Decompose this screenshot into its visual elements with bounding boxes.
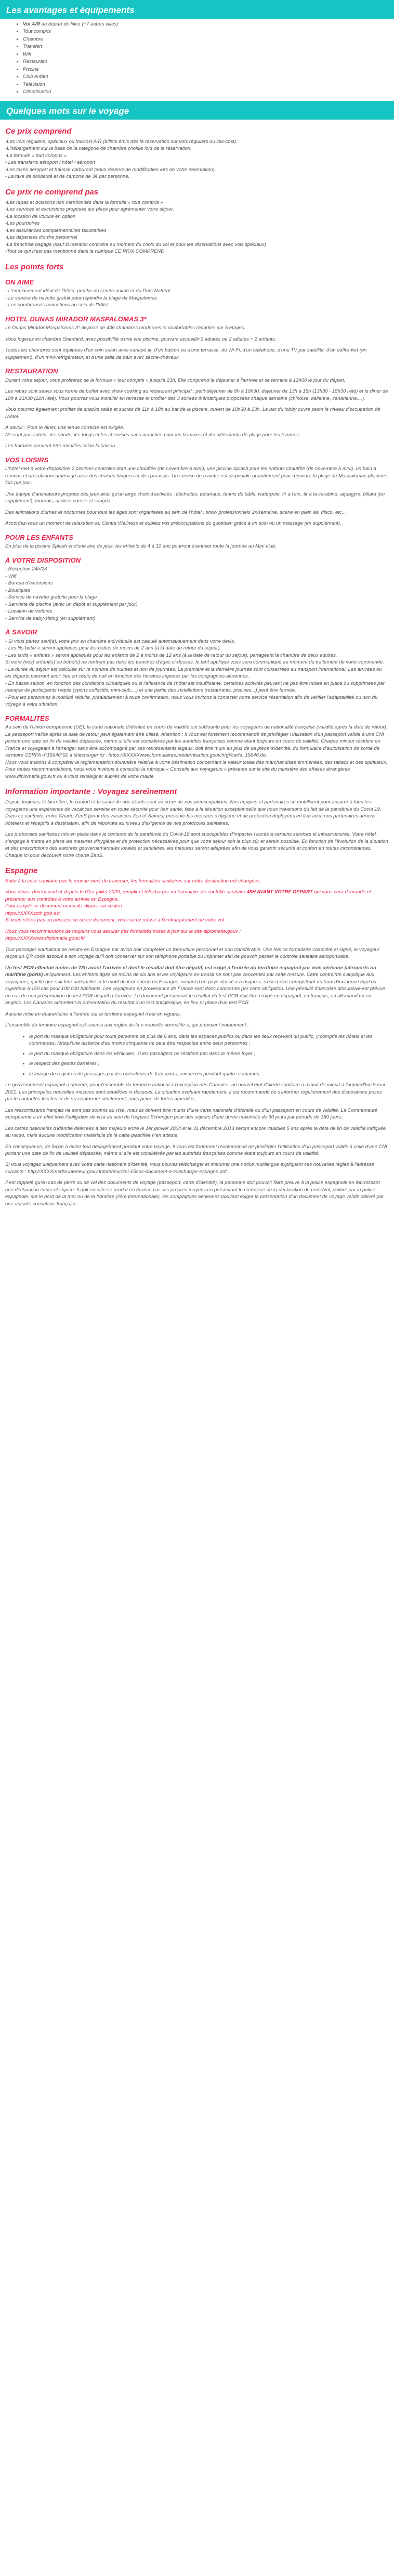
normalite-list: [5, 1033, 389, 1077]
formalites-lines: [5, 724, 389, 780]
alert-text: Suite à la crise sanitaire que le monde vient de traverser, les formalités sanitaires sur notre destination ont changées.: [5, 878, 261, 884]
paragraph: Les horaires peuvent être modifiés selon la saison.: [5, 443, 116, 449]
text-line: - Service de baby-sitting (en supplément): [5, 615, 96, 621]
paragraph: Les repas sont servis sous forme de buffet avec show cooking au restaurant principal : petit-déjeuner de 8h à 10h30, déjeuner de 13h à 15h (13h30 - 15h30 l'été) et le dîner de 18h à 21h30 (22h l'été). Vous pourrez vous installer en terrasse et profiter des 3 soirées thématiques proposées chaque semaine (chinoise, italienne, canarienne,...).: [5, 388, 388, 401]
paragraph: L'ensemble du territoire espagnol est soumis aux règles de la « nouvelle normalité », qui prévoient notamment :: [5, 1022, 249, 1029]
page: [0, 0, 394, 1220]
text-line: - Le service de navette gratuit pour rejoindre la plage de Maspalomas: [5, 295, 157, 301]
alert-text: Vous devez dorénavant et depuis le 01er juillet 2020, remplir et télécharger un formulaire de contrôle sanitaire: [5, 889, 245, 895]
on-aime-lines: [5, 288, 389, 308]
section-title-savoir: À SAVOIR: [5, 628, 37, 636]
pcr-bold-text: Un test PCR effectué moins de 72h avant l'arrivée et dont le résultat doit être négatif, est exigé à l'entrée du territoire espagnol par voie aérienne (aéroports ou maritime (ports): [5, 965, 376, 978]
text-line: - Les lits bébé « seront appliqués pour les bébés de moins de 2 ans (à la date de retour du séjour).: [5, 645, 221, 652]
list-item: • le port du masque obligatoire pour toute personne de plus de 6 ans, dans les espaces publics ou dans les lieux recevant du public, y compris les hôtels et les commerces, lorsqu'une distance d'au moins cinquante ne peut être respectée entre deux personnes ;: [29, 1033, 389, 1047]
paragraph: Une équipe d'animateurs propose des jeux ainsi qu'un large choix d'activités : fléchettes, pétanque, tennis de table, waterpolo, tir à l'arc, tir à la carabine, aquagym, billard (en supplément), tournois, ateliers poésie et sangria.: [5, 491, 385, 504]
section-title-sante: Information importante : Voyagez sereinement: [5, 787, 177, 797]
alert-text-bold: 48H AVANT VOTRE DEPART: [246, 889, 313, 895]
section-title-enfants: POUR LES ENFANTS: [5, 533, 73, 541]
text-line: -La location de voiture en option: [5, 213, 76, 219]
text-line: -Les taxes aéroport et hausse carburant (sous réserve de modification lors de votre réservation).: [5, 166, 216, 173]
list-item: • Tout compris: [23, 28, 389, 35]
paragraph: En conséquence, de façon à éviter tout désagrément pendant votre voyage, il vous est fortement recommandé de privilégier l'utilisation d'un passeport valide à celle d'une CNI portant une date de fin de validité dépassée, même si elle est considérée par les autorités françaises comme étant toujours en cours de validité.: [5, 1143, 387, 1156]
text-line: -Les services et excursions proposés sur place pour agrémenter votre séjour.: [5, 206, 174, 213]
text-line: - L'emplacement idéal de l'hôtel, proche du centre animé et du Parc Natural: [5, 288, 170, 294]
list-item: • Chambre: [23, 36, 389, 43]
prix-compris-lines: [5, 138, 389, 180]
text-line: - Service de navette gratuite pour la plage: [5, 594, 97, 601]
text-line: -Les assurances complémentaires facultatives: [5, 227, 107, 233]
paragraph-pcr: [5, 965, 389, 1007]
text-line: - Pour les personnes à mobilité réduite, préalablement à toute confirmation, nous vous invitons à contacter notre service réservation afin de vérifier l'adaptabilité ou non du voyage à votre situation.: [5, 694, 378, 708]
text-line: -La franchise bagage (sauf si mention contraire au moment du choix du vol et pour les réservations avec vols spéciaux): [5, 241, 266, 248]
text-line: - Réception 24h/24: [5, 566, 47, 573]
paragraph: Depuis toujours, le bien-être, le confort et la santé de nos clients sont au cœur de nos préoccupations. Nos équipes et partenaires se mobilisent pour assurer à tous les voyageurs une expérience de vacances sereine en toute sécurité pour leur santé, face à la situation exceptionnelle que nous traversons du fait de la pandémie du Covid 19. Dans ce contexte, notre Charte ZenS (pour des vacances Zen et Saines) présente les mesures d'hygiène et de protection déployées en lien avec nos partenaires aériens, hôteliers et réceptifs à destination, afin de répondre au niveau d'exigence de nos protocoles sanitaires.: [5, 799, 382, 826]
paragraph: Accordez-vous un moment de relaxation au Centre Wellness et oubliez vos préoccupations du quotidien grâce à un soin ou un massage (en supplément).: [5, 521, 342, 527]
alert-text: Nous vous recommandons de toujours vous assurer des formalités mises à jour sur le site diplomatie.gouv :: [5, 928, 241, 934]
text-line: -Les repas et boissons non mentionnés dans la formule « tout compris »: [5, 199, 163, 205]
text-line: - Si vous partez seul(e), votre prix en chambre individuelle est calculé automatiquement dans votre devis.: [5, 638, 235, 644]
paragraph: Les protocoles sanitaires mis en place dans le contexte de la pandémie du Covid-19 sont susceptibles d'impacter l'accès à certains services et infrastructures. Votre hôtel s'engage à mettre en place les mesures d'hygiène et de protection nécessaires pour que votre séjour soit le plus sûr et serein possible. En fonction de l'évolution de la situation et des prescriptions des autorités gouvernementales locales et sanitaires, les mesures seront adaptées afin de vous garantir sécurité et confort en toutes circonstances.: [5, 831, 388, 852]
text-line: -Tout ce qui n'est pas mentionné dans la rubrique CE PRIX COMPREND: [5, 249, 165, 255]
section-title-prix-non-compris: Ce prix ne comprend pas: [5, 187, 99, 197]
paragraph: Aucune mise en quarantaine à l'entrée sur le territoire espagnol n'est en vigueur.: [5, 1011, 181, 1017]
text-line: - La durée du séjour est calculée sur le nombre de nuitées et non de journées. La première et la dernière journée sont consacrées au transport international. Les arrivées ou les départs pourront avoir lieu en cours de nuit en fonction des horaires imposés par les compagnies aériennes.: [5, 666, 382, 680]
paragraph: Les ressortissants français ne sont pas soumis au visa, mais ils doivent être munis d'une carte nationale d'identité ou d'un passeport en cours de validité. La Communauté européenne a en effet levé l'obligation de visa au sein de l'espace Schengen pour des séjours d'une durée maximale de 90 jours par période de 180 jours.: [5, 1107, 377, 1121]
section-title-on-aime: ON AIME: [5, 278, 34, 286]
paragraph: Les cartes nationales d'identité délivrées à des majeurs entre le 1er janvier 2004 et le 31 décembre 2013 seront encore valables 5 ans après la date de fin de validité indiquée au verso, mais aucune modification matérielle de la carte plastifiée n'en atteste.: [5, 1125, 386, 1139]
disposition-lines: [5, 566, 389, 622]
text-line: - En basse saison, en fonction des conditions climatiques ou si l'affluence de l'hôtel est insuffisante, certaines activités peuvent ne pas être mises en place ou supprimées par manque de participants requis (sports collectifs, mini-club,...) et une partie des installations (restaurants, piscines...) peut être fermée.: [5, 680, 385, 694]
espagne-alert-block: [5, 889, 389, 923]
banner-equipements: Les avantages et équipements: [0, 0, 394, 19]
paragraph: Des animations diurnes et nocturnes pour tous les âges sont organisées au sein de l'hôtel : show professionnels 2x/semaine, scène en plein air, disco, etc...: [5, 509, 346, 515]
paragraph: L'hôtel met à votre disposition 2 piscines centrales dont une chauffée (de novembre à avril), une piscine Splash pour les enfants chauffée (de novembre à avril), un bain à remous et un solarium aménagé avec des chaises longues et des parasols. Un service de navette est disponible gratuitement pour rejoindre la plage de Maspalomas plusieurs fois par jour.: [5, 466, 388, 486]
section-title-espagne: Espagne: [5, 866, 38, 875]
section-title-loisirs: VOS LOISIRS: [5, 456, 49, 464]
savoir-lines: [5, 638, 389, 708]
banner-voyage: Quelques mots sur le voyage: [0, 101, 394, 120]
text-line: -L'hébergement sur la base de la catégorie de chambre choisie lors de la réservation.: [5, 146, 192, 152]
text-line: - Les transferts aéroport / hôtel / aéroport: [5, 160, 96, 166]
paragraph: Pour toutes recommandations, nous vous invitons à consulter la rubrique « Conseils aux voyageurs » présente sur le site du ministère des affaires étrangères www.diplomatie.gouv.fr ou à vous renseigner auprès de votre mairie.: [5, 766, 350, 779]
paragraph: Le gouvernement espagnol a décrété, pour l'ensemble du territoire national à l'exception des Canaries, un nouvel état d'alerte sanitaire à minuit de minuit à l'aujourd'hui 9 mai 2021. Les principales nouvelles mesures sont détaillées ci-dessous. La situation évoluant rapidement, il est recommandé de s'informer régulièrement des dispositions prises par les autorités locales et de s'y conformer strictement, sous peine de fortes amendes.: [5, 1082, 385, 1102]
paragraph: En plus de la piscine Splash et d'une aire de jeux, les enfants de 4 à 12 ans pourront s'amuser toute la journée au Mini-club.: [5, 543, 277, 550]
paragraph: Vous logerez en chambre Standard, avec possibilité d'une vue piscine, pouvant accueillir 3 adultes ou 2 adultes + 2 enfants.: [5, 336, 277, 342]
equipements-list: [5, 21, 389, 96]
list-item: • Wifi: [23, 51, 389, 58]
list-item: • Club enfant: [23, 73, 389, 80]
alert-text: Si vous n'êtes pas en possession de ce document, vous serez refusé à l'embarquement de votre vol.: [5, 917, 226, 923]
list-item: • Transfert: [23, 43, 389, 50]
list-item: • Télévision: [23, 81, 389, 88]
list-item: • Restaurant: [23, 58, 389, 65]
paragraph: Vous pourrez également profiter de snacks salés et sucrés de 11h à 18h au bar de la piscine, ouvert de 10h30 à 23h. Le bar du lobby ouvre selon le niveau d'occupation de l'hôtel.: [5, 407, 380, 420]
paragraph: Si vous voyagez uniquement avec votre carte nationale d'identité, vous pouvez télécharger et imprimer une notice multilingue expliquant ces nouvelles règles à l'adresse suivante : http://XXXXmedia.interieur.gouv.fr/interieur/cni-15ans-document-a-telecharger-espagne.pdf.: [5, 1162, 374, 1175]
text-line: -Les vols réguliers, spéciaux ou lowcost A/R (billets émis dès la réservation sur vols réguliers ou low-cost).: [5, 138, 238, 145]
text-line: - Bureau d'excursions: [5, 580, 53, 587]
text-line: Si votre (vos) enfant(s) ou bébé(s) ne rentrent pas dans les tranches d'âges ci-dessus, le tarif appliqué vous sera communiqué au moment du traitement de votre commande.: [5, 659, 384, 666]
diplomatie-link[interactable]: https://XXXXwww.diplomatie.gouv.fr/: [5, 935, 85, 942]
alert-text: Pour remplir ce document merci de cliquer sur ce lien :: [5, 903, 125, 909]
section-title-points-forts: Les points forts: [5, 262, 64, 271]
alert-text: qui vous sera demandé et présenter aux contrôles à votre arrivée en Espagne.: [5, 889, 371, 902]
paragraph: Tout passager souhaitant se rendre en Espagne par avion doit compléter un formulaire personnel et non transférable. Une fois ce formulaire complété et signé, le voyageur reçoit un QR code associé à son voyage qu'il doit conserver sur son téléphone portable ou imprimer afin de pouvoir passer le contrôle sanitaire aéroportuaire.: [5, 946, 379, 960]
list-item: • le respect des gestes barrières ;: [29, 1060, 389, 1067]
restauration-savoir: [5, 424, 389, 438]
section-title-prix-compris: Ce prix comprend: [5, 126, 72, 136]
spth-link[interactable]: https://XXXXspth.gob.es/: [5, 910, 60, 916]
list-item: • le port du masque obligatoire dans les véhicules, si les passagers ne résident pas dans le même foyer ;: [29, 1050, 389, 1057]
text-line: - Location de voitures: [5, 608, 52, 615]
pcr-text: uniquement. Les enfants âgés de moins de six ans et les voyageurs en transit ne sont pas concernés par cette mesure. Cette contrainte s'applique aux voyageurs, quelle que soit leur nationalité et le motif de leur entrée en Espagne, venant d'un pays classé « à risque », c'est-à-dire enregistrant un taux d'incidence égal ou supérieur à 150 cas pour 100 000 habitants. Les voyageurs en provenance de France sont donc concernés par cette obligation. Une pénalité financière dissuasive est prévue en cas de non présentation de test PCR négatif à l'arrivée. Le document présentant le résultat du test PCR doit être rédigé en espagnol, en français, en allemand ou en anglais. Les Canaries admettent la présentation du résultat d'un test antigénique, en lieu et place d'un test PCR.: [5, 972, 385, 1006]
text-line: - La taxe de solidarité et de carbone de 3€ par personne.: [5, 174, 130, 180]
list-item: • Vol A/R au départ de Nice (+7 autres villes): [23, 21, 389, 28]
list-item: • Climatisation: [23, 88, 389, 95]
text-line: - Les nombreuses animations au sein de l'hôtel: [5, 302, 109, 308]
text-line: - Wifi: [5, 573, 17, 579]
paragraph: Durant votre séjour, vous profiterez de la formule « tout compris » jusqu'à 23h. Elle comprend le déjeuner à l'arrivée et se termine à 12h00 le jour du départ.: [5, 377, 346, 383]
text-line: -La formule « tout compris »: [5, 152, 67, 159]
paragraph: Le Dunas Mirador Maspalomas 3* dispose de 436 chambres modernes et confortables réparties sur 5 étages.: [5, 325, 246, 331]
text-line: -Les dépenses d'ordre personnel: [5, 235, 77, 241]
prix-non-compris-lines: [5, 199, 389, 255]
section-title-hotel: HOTEL DUNAS MIRADOR MASPALOMAS 3*: [5, 315, 147, 323]
section-title-formalites: FORMALITÉS: [5, 714, 49, 722]
text-line: - Boutiques: [5, 587, 31, 593]
text-line: -Les pourboires: [5, 220, 40, 227]
paragraph: Au sein de l'Union européenne (UE), la carte nationale d'identité en cours de validité est suffisante pour les voyageurs de nationalité française (validité après la date de retour). Le passeport valide après la date de retour peut également être utilisé. Attention : Il vous est fortement recommandé de privilégier l'utilisation d'un passeport valide à une CNI portant une date de fin de validité dépassée, même si elle est considérée par les autorités françaises comme étant toujours en cours de validité. Chaque mineur résident en France et voyageant à l'étranger sans être accompagné par ses représentants légaux, doit être muni en plus de sa pièce d'identité, du formulaire d'autorisation de sortie de territoire CERFA n°15646*01 à télécharger ici : https://XXXXXwww.formulaires.modernisation.gouv.fr/gf/cerfa_15646.do.: [5, 724, 388, 759]
paragraph: Toutes les chambres sont équipées d'un coin salon avec canapé-lit, d'un balcon ou d'une terrasse, du Wi-Fi, d'un téléphone, d'une TV par satellite, d'un coffre-fort (en supplément), d'un mini-réfrigérateur, et d'une salle de bain avec sèche-cheveux.: [5, 347, 367, 360]
espagne-diplomatie-block: [5, 928, 389, 942]
sante-lines: [5, 831, 389, 859]
text-line: Ne sont pas admis : les shorts, les tongs et les chemises sans manches pour les hommes et des vêtements de plage pour les femmes.: [5, 432, 300, 438]
section-title-disposition: À VOTRE DISPOSITION: [5, 556, 81, 564]
paragraph: Il est rappelé qu'en cas de perte ou de vol des documents de voyage (passeport, carte d'identité), la personne doit pouvoir faire preuve à la police espagnole en fournissant une déclaration écrite et signée. Il doit ensuite se rendre en France par ses propres moyens en présentant le récépissé de la déclaration de perte/vol, délivré par la police espagnole, sur le bord de la mer ou de la frontière (l'ère Internationale), les compagnies aériennes pouvant exiger la présentation d'un document de voyage valide délivré par une autorité consulaire française.: [5, 1180, 384, 1207]
text-line: À savoir : Pour le dîner, une tenue correcte est exigée.: [5, 425, 125, 431]
paragraph: Nous vous invitons à compléter la réglementation douanière relative à votre destination concernant la valeur totale des marchandises emmenées, des tabacs et des spiritueux.: [5, 759, 388, 765]
list-item: • le lavage de registres de passages par les opérateurs de transports, conservés pendant quatre semaines.: [29, 1071, 389, 1077]
text-line: - Serviette de piscine (avec un dépôt et supplément par jour): [5, 601, 138, 607]
charte-link[interactable]: Chaque ici pour découvrir notre charte ZenS.: [5, 852, 104, 858]
list-item: • Piscine: [23, 66, 389, 73]
section-title-restauration: RESTAURATION: [5, 367, 58, 375]
text-line: - Les tarifs « enfants » seront appliqués pour les enfants de 2 à moins de 12 ans (à la date de retour du séjour), partageant la chambre de deux adultes.: [5, 652, 337, 658]
